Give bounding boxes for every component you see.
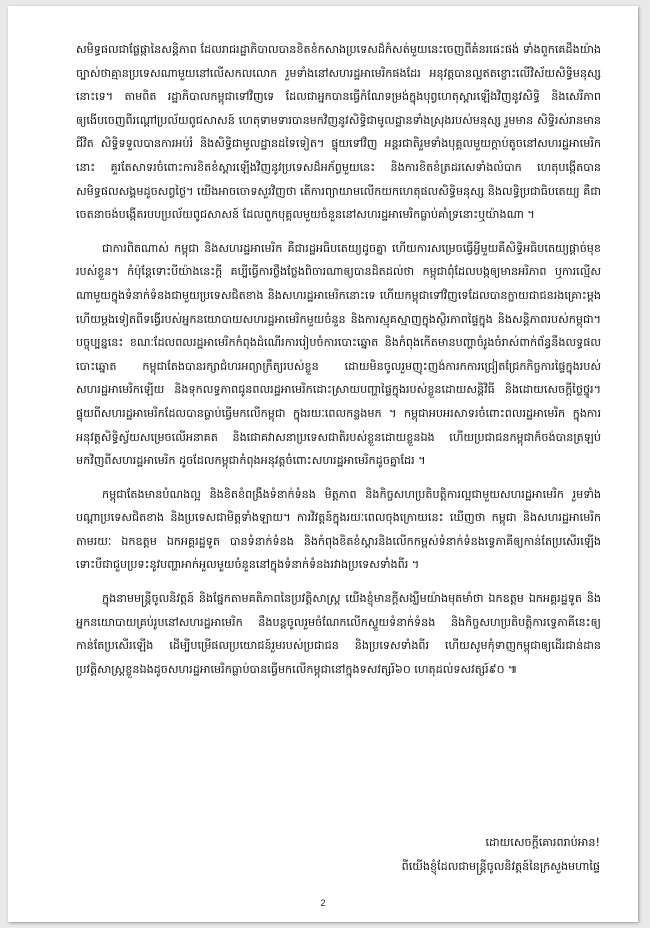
document-page [8, 6, 638, 922]
paragraph-3: កម្ពុជាតែងមានបំណងល្អ និងខិតខំពង្រឹងទំនាក់ទំនង មិត្តភាព និងកិច្ចសហប្រតិបត្តិការល្អជាមួយសហរដ្ឋអាមេរិក រួមទាំងបណ្តាប្រទេសជិតខាង និងប្រទេសជាមិត្តទាំងឡាយ។ ការវិវត្តន៍ក្នុងរយៈពេលចុងក្រោយនេះ ឃើញថា កម្ពុជា និងសហរដ្ឋអាមេរិក តាមរយៈ ឯកឧត្តម ឯកអគ្គរដ្ឋទូត បានទំនាក់ទំនង និងកំពុងខិតខំស្តារនិងលើកកម្ពស់ទំនាក់ទំនងទ្វេភាគីឲ្យកាន់តែប្រសើរឡើង ទោះបីជាជួបប្រទះនូវបញ្ហាអាក់អួលមួយចំនួននៅក្នុងទំនាក់ទំនងរវាងប្រទេសទាំងពីរ ។ [76, 487, 601, 572]
paragraph-1: សមិទ្ធផលជាផ្លែផ្កានៃសន្តិភាព ដែលរាជរដ្ឋាភិបាលបានខិតខំកសាងប្រទេសដ៏កំសត់មួយនេះចេញពីគំនរផេះផង់ ទាំងពួកគេដឹងយ៉ាងច្បាស់ថាគ្មានប្រទេសណាមួយនៅលើសកលលោក រួមទាំងនៅសហរដ្ឋអាមេរិកផងដែរ អនុវត្តបានល្អឥតខ្ចោះលើវិស័យសិទ្ធិមនុស្សនោះទេ។ តាមពិត រដ្ឋាភិបាលកម្ពុជាទៅវិញទេ ដែលជាអ្នកបានធ្វើកំណែទម្រង់ក្នុងបុព្វហេតុស្តារឡើងវិញនូវសិទ្ធិ និងសេរីភាព ឲ្យងើបចេញពីរណ្តៅប្រល័យពូជសាសន៍ ហេតុទាមទារបានមកវិញនូវសិទ្ធិជាមូលដ្ឋានទាំងស្រុងរបស់មនុស្ស រួមមាន សិទ្ធិរស់រានមានជីវិត សិទ្ធិទទួលបានការអប់រំ និងសិទ្ធិជាមូលដ្ឋានដទៃទៀត។ ផ្ទុយទៅវិញ អន្តរជាតិរួមទាំងបុគ្គលមួយក្តាប់តូចនៅសហរដ្ឋអាមេរិកនោះ គួរតែសាទរចំពោះការខិតខំស្តារឡើងវិញនូវប្រទេសដ៏អភ័ព្វមួយនេះ និងការខិតខំត្រដរសេទាំងលំបាក ហេតុបង្កើតបានសមិទ្ធផលសង្គមដូចសព្វថ្ងៃ។ យើងអាចចោទសួរវិញថា តើការព្យាយាមលើកយកហេតុផលសិទ្ធិមនុស្ស និងលទ្ធិប្រជាធិបតេយ្យ គឺជាចេតនាចង់បង្កើតរបបប្រល័យពូជសាសន៍ ដែលពួកបុគ្គលមួយចំនួននៅសហរដ្ឋអាមេរិកធ្លាប់គាំទ្រនោះឬយ៉ាងណា ។ [76, 43, 601, 222]
page-number: 2 [320, 898, 326, 908]
letter-body [76, 38, 601, 681]
closing-signature-line: ពីយើងខ្ញុំដែលជាមន្ត្រីចូលនិវត្តន៍នៃក្រសួងមហាផ្ទៃ [401, 860, 600, 873]
paragraph-2: ជាការពិតណាស់ កម្ពុជា និងសហរដ្ឋអាមេរិក គឺជារដ្ឋអធិបតេយ្យដូចគ្នា ហើយការសម្រេចធ្វើអ្វីមួយគឺសិទ្ធិអធិបតេយ្យផ្តាច់មុខរបស់ខ្លួន។ កំប៉ុន្តែទោះបីយ៉ាងនេះក្តី គប្បីធ្វើការថ្លឹងថ្លែងពិចារណាឲ្យបានដិតដល់ថា កម្ពុជាពុំដែលបង្កឲ្យមានអរិភាព ឬការល្មើសណាមួយក្នុងទំនាក់ទំនងជាមួយប្រទេសជិតខាង និងសហរដ្ឋអាមេរិកនោះទេ ហើយកម្ពុជាទៅវិញទេដែលបានក្លាយជាជនរងគ្រោះម្តងហើយម្តងទៀតពីទង្វើរបស់អ្នកនយោបាយសហរដ្ឋអាមេរិកមួយចំនួន និងការស្មុគស្មាញក្នុងស្ថិរភាពផ្ទៃក្នុង និងសន្តិភាពរបស់កម្ពុជា។ បច្ចុប្បន្ននេះ ខណៈដែលពលរដ្ឋអាមេរិកកំពុងដំណើរការរៀបចំការបោះឆ្នោត និងកំពុងកើតមានបញ្ហាចំរូងចំរាស់ពាក់ព័ន្ធនឹងលទ្ធផលបោះឆ្នោត កម្ពុជាតែងបានរក្សាជំហរអព្យាក្រឹត្យរបស់ខ្លួន ដោយមិនចូលរួមញុះញង់ការកការជ្រៀតជ្រែកកិច្ចការផ្ទៃក្នុងរបស់សហរដ្ឋអាមេរិកឡើយ និងទុកលទ្ធភាពជូនពលរដ្ឋអាមេរិកដោះស្រាយបញ្ហាផ្ទៃក្នុងរបស់ខ្លួនដោយសន្តិវិធី និងដោយសេចក្តីថ្លៃថ្នូរ។ ផ្ទុយពីសហរដ្ឋអាមេរិកដែលបានធ្លាប់ធ្វើមកលើកម្ពុជា ក្នុងរយៈពេលកន្លងមក ។ កម្ពុជាអបអរសាទរចំពោះពលរដ្ឋអាមេរិក ក្នុងការអនុវត្តសិទ្ធិស្វ័យសម្រេចលើអនាគត និងជោគវាសនាប្រទេសជាតិរបស់ខ្លួនដោយខ្លួនឯង ហើយប្រជាជនកម្ពុជាក៏ចង់បានត្រឡប់មកវិញពីសហរដ្ឋអាមេរិក ដូចដែលកម្ពុជាកំពុងអនុវត្តចំពោះសហរដ្ឋអាមេរិកដូចគ្នាដែរ ។ [76, 241, 601, 468]
closing-salutation: ដោយសេចក្តីគោរពរាប់អាន! [485, 836, 600, 849]
paragraph-4: ក្នុងនាមមន្ត្រីចូលនិវត្តន៍ និងផ្នែកតាមគតិភាពនៃប្រវត្តិសាស្ត្រ យើងខ្ញុំមានក្តីសង្ឃឹមយ៉ាងមុតមាំថា ឯកឧត្តម ឯកអគ្គរដ្ឋទូត និងអ្នកនយោបាយគ្រប់រូបនៅសហរដ្ឋអាមេរិក នឹងបន្តចូលរួមចំណែកលើកស្ទួយទំនាក់ទំនង និងកិច្ចសហប្រតិបត្តិការទ្វេភាគីនេះឲ្យកាន់តែប្រសើរឡើង ដើម្បីបម្រើផលប្រយោជន៍រួមរបស់ប្រជាជន និងប្រទេសទាំងពីរ ហើយសូមកុំទាញកម្ពុជាឲ្យដើរជាន់ដានប្រវត្តិសាស្ត្រខ្លួនឯងដូចសហរដ្ឋអាមេរិកធ្លាប់បានធ្វើមកលើកម្ពុជានៅក្នុងទសវត្សរ៍៦០ ហេតុដល់ទសវត្សរ៍៩០ ៕ [76, 592, 601, 676]
